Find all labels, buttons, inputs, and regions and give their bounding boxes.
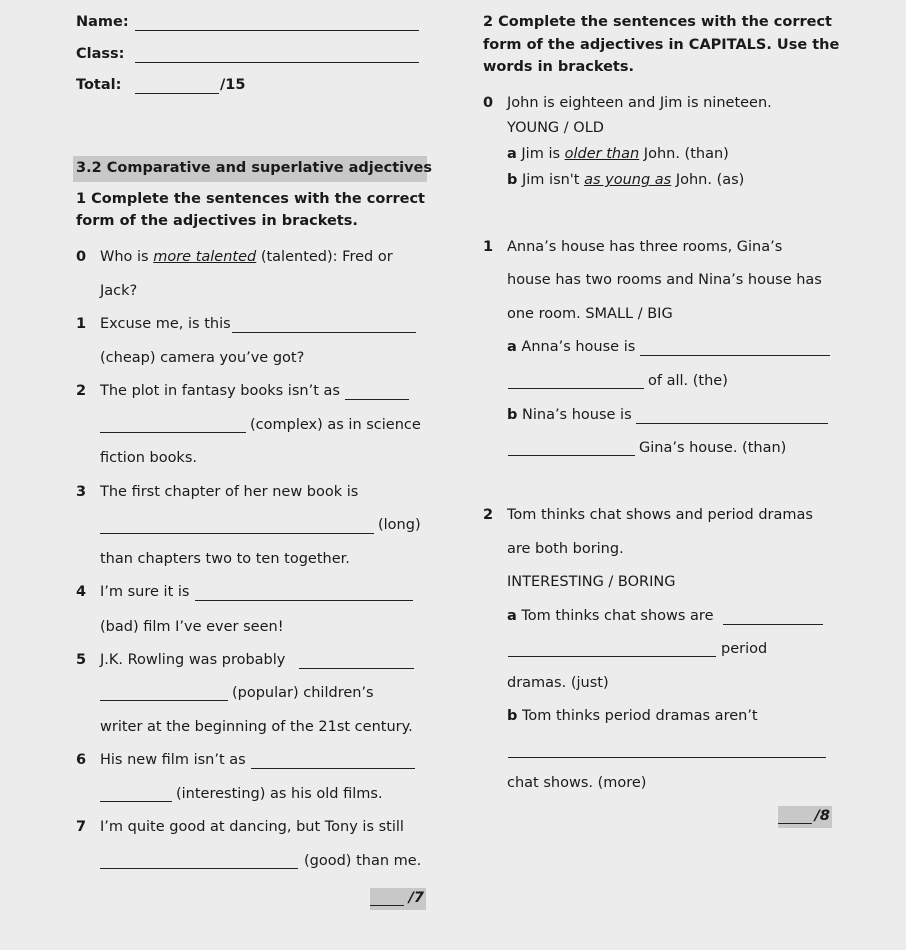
q2-a-end: period — [721, 641, 768, 657]
section1-instruction-2: form of the adjectives in brackets. — [76, 213, 358, 229]
q2-a-line3: dramas. (just) — [507, 675, 609, 691]
item-1-line2: (cheap) camera you’ve got? — [100, 350, 305, 366]
score-box — [778, 806, 832, 828]
item-4-line1: I’m sure it is — [100, 584, 190, 600]
answer-blank[interactable] — [100, 854, 298, 869]
item-number: 4 — [76, 584, 87, 600]
score-blank[interactable] — [778, 823, 812, 824]
example-line2: YOUNG / OLD — [507, 120, 604, 136]
item-number: 1 — [76, 316, 87, 332]
name-label: Name: — [76, 14, 129, 30]
item-3-line3: than chapters two to ten together. — [100, 551, 350, 567]
item-2-line2: (complex) as in science — [250, 417, 421, 433]
q2-b-end: chat shows. (more) — [507, 775, 647, 791]
q2-line1: Tom thinks chat shows and period dramas — [507, 507, 813, 523]
q1-a: a Anna’s house is — [507, 339, 636, 355]
class-field[interactable] — [135, 48, 419, 63]
item-number: 1 — [483, 239, 494, 255]
item-2-line1: The plot in fantasy books isn’t as — [100, 383, 340, 399]
score-blank[interactable] — [370, 905, 404, 906]
item-number: 3 — [76, 484, 87, 500]
answer-blank[interactable] — [100, 686, 228, 701]
item-6-line1: His new film isn’t as — [100, 752, 246, 768]
q1-line3: one room. SMALL / BIG — [507, 306, 673, 322]
total-label: Total: — [76, 77, 122, 93]
item-number: 2 — [76, 383, 87, 399]
item-5-line1: J.K. Rowling was probably — [100, 652, 286, 668]
q2-line2: are both boring. — [507, 541, 624, 557]
item-number: 5 — [76, 652, 87, 668]
q2-a: a Tom thinks chat shows are — [507, 608, 714, 624]
item-2-line3: fiction books. — [100, 450, 197, 466]
answer-blank[interactable] — [195, 586, 413, 601]
q2-line3: INTERESTING / BORING — [507, 574, 676, 590]
q2-b: b Tom thinks period dramas aren’t — [507, 708, 758, 724]
item-number: 2 — [483, 507, 494, 523]
answer-blank[interactable] — [508, 374, 644, 389]
example-answer: more talented — [153, 249, 257, 265]
item-7-line2: (good) than me. — [304, 853, 422, 869]
item-4-line2: (bad) film I’ve ever seen! — [100, 619, 284, 635]
q1-line1: Anna’s house has three rooms, Gina’s — [507, 239, 783, 255]
section2-score: /8 — [814, 808, 830, 824]
total-max: /15 — [220, 77, 246, 93]
section2-instruction-1: 2 Complete the sentences with the correct — [483, 14, 832, 30]
example-answer: older than — [564, 146, 640, 162]
q1-a-end: of all. (the) — [648, 373, 728, 389]
answer-blank[interactable] — [508, 441, 635, 456]
item-5-line3: writer at the beginning of the 21st century. — [100, 719, 413, 735]
class-label: Class: — [76, 46, 125, 62]
answer-blank[interactable] — [100, 787, 172, 802]
section2-instruction-2: form of the adjectives in CAPITALS. Use the — [483, 37, 840, 53]
name-field[interactable] — [135, 16, 419, 31]
section-title: 3.2 Comparative and superlative adjectives — [73, 156, 427, 182]
section1-instruction-1: 1 Complete the sentences with the correct — [76, 191, 425, 207]
item-number: 7 — [76, 819, 87, 835]
example-a: a Jim is older than John. (than) — [507, 146, 729, 162]
example-b: b Jim isn't as young as John. (as) — [507, 172, 745, 188]
total-field[interactable] — [135, 79, 219, 94]
answer-blank[interactable] — [345, 385, 409, 400]
section1-score: /7 — [408, 890, 424, 906]
item-3-line1: The first chapter of her new book is — [100, 484, 359, 500]
item-number: 6 — [76, 752, 87, 768]
item-6-line2: (interesting) as his old films. — [176, 786, 383, 802]
item-number: 0 — [76, 249, 87, 265]
section2-instruction-3: words in brackets. — [483, 59, 634, 75]
answer-blank[interactable] — [232, 318, 416, 333]
q1-b-end: Gina’s house. (than) — [639, 440, 787, 456]
q1-line2: house has two rooms and Nina’s house has — [507, 272, 822, 288]
item-number: 0 — [483, 95, 494, 111]
item-7-line1: I’m quite good at dancing, but Tony is still — [100, 819, 404, 835]
item-3-line2: (long) — [378, 517, 421, 533]
answer-blank[interactable] — [100, 418, 246, 433]
score-box — [370, 888, 426, 910]
example-answer: as young as — [584, 172, 672, 188]
answer-blank[interactable] — [636, 409, 828, 424]
answer-blank[interactable] — [723, 610, 823, 625]
q1-b: b Nina’s house is — [507, 407, 632, 423]
answer-blank[interactable] — [251, 754, 415, 769]
answer-blank[interactable] — [508, 642, 716, 657]
item-5-line2: (popular) children’s — [232, 685, 374, 701]
answer-blank[interactable] — [299, 654, 414, 669]
answer-blank[interactable] — [100, 519, 374, 534]
answer-blank[interactable] — [640, 341, 830, 356]
example-line1: John is eighteen and Jim is nineteen. — [507, 95, 772, 111]
answer-blank[interactable] — [508, 743, 826, 758]
item-0-line1: Who is more talented (talented): Fred or — [100, 249, 393, 265]
item-1-line1: Excuse me, is this — [100, 316, 231, 332]
item-0-line2: Jack? — [100, 283, 138, 299]
